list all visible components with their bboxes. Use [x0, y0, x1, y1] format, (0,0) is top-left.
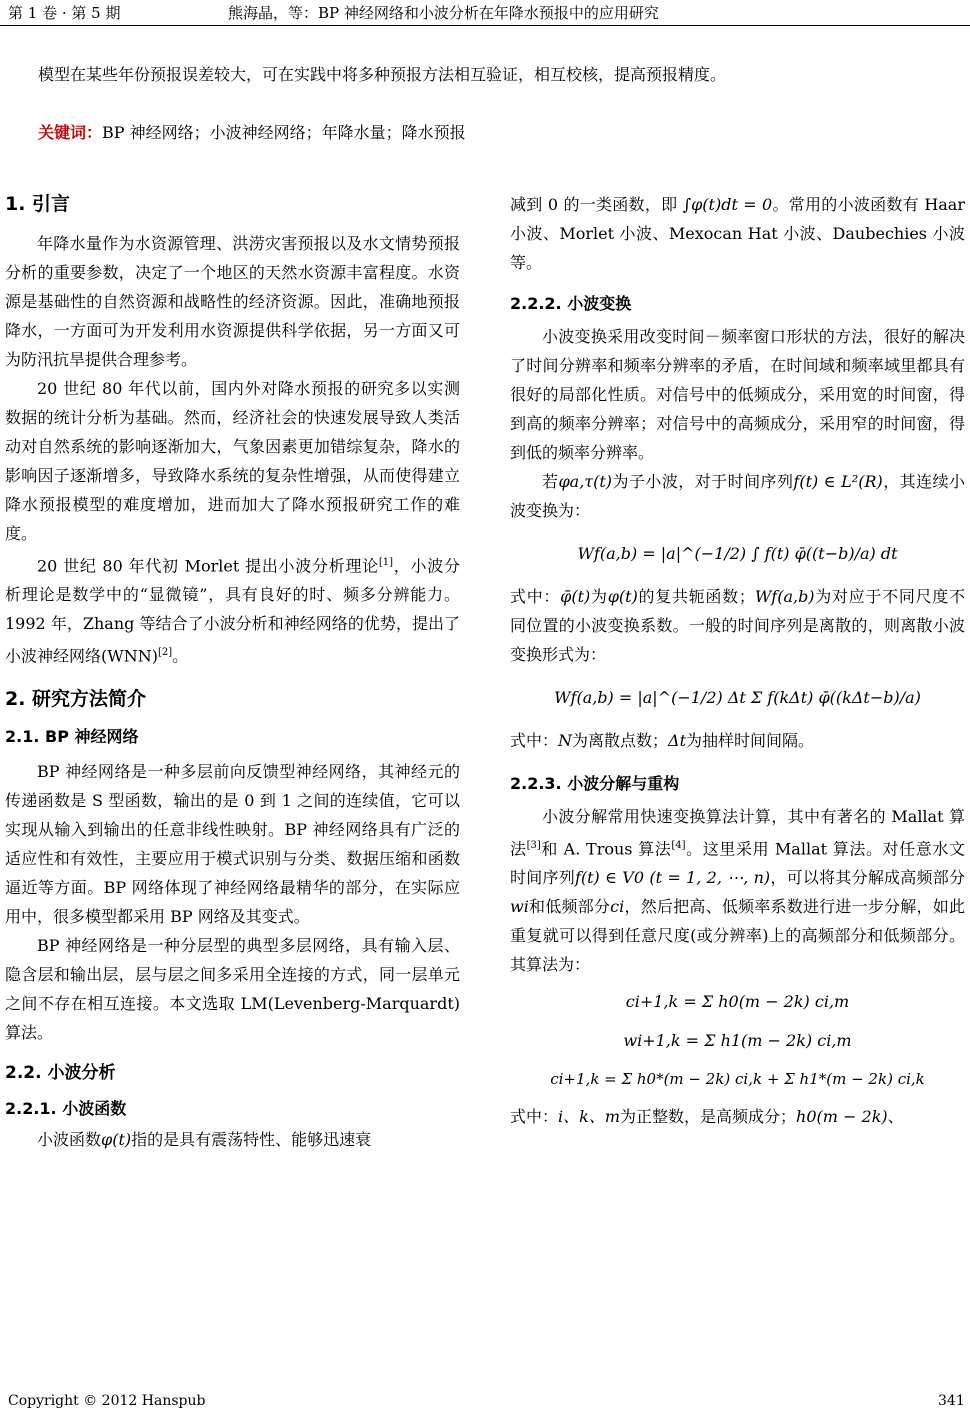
citation-4: [4] — [671, 840, 686, 851]
subsection-wavelet-function: 2.2.1. 小波函数 — [5, 1098, 127, 1118]
citation-2: [2] — [157, 647, 173, 659]
keywords-text: BP 神经网络；小波神经网络；年降水量；降水预报 — [102, 123, 466, 142]
discrete-transform-explanation: 式中：N为离散点数；Δt为抽样时间间隔。 — [510, 731, 815, 750]
zero-integral-eq: ∫φ(t)dt = 0 — [682, 195, 773, 214]
equation-reconstruction: ci+1,k = Σ h0*(m − 2k) ci,k + Σ h1*(m − 2k) ci,k — [550, 1070, 925, 1089]
intro-paragraph-1: 年降水量作为水资源管理、洪涝灾害预报以及水文情势预报分析的重要参数，决定了一个地区的天然水资源丰富程度。水资源是基础性的自然资源和战略性的经济资源。因此，准确地预报降水，一方面可为开发利用水资源提供科学依据，另一方面又可为防汛抗旱提供合理参考。 — [5, 234, 460, 369]
equation-high-frequency: wi+1,k = Σ h1(m − 2k) ci,m — [623, 1031, 852, 1051]
citation-1: [1] — [378, 557, 394, 568]
copyright: Copyright © 2012 Hanspub — [8, 1393, 206, 1409]
keywords-label: 关键词： — [38, 123, 103, 142]
intro-paragraph-2: 20 世纪 80 年代以前，国内外对降水预报的研究多以实测数据的统计分析为基础。然而，经济社会的快速发展导致人类活动对自然系统的影响逐渐加大，气象因素更加错综复杂，降水的影响因子逐渐增多，导致降水系统的复杂性增强，从而使得建立降水预报模型的难度增加，进而加大了降水预报研究工作的难度。 — [5, 379, 460, 543]
bp-paragraph-2: BP 神经网络是一种分层型的典型多层网络，具有输入层、隐含层和输出层，层与层之间多采用全连接的方式，同一层单元之间不存在相互连接。本文选取 LM(Levenberg-Marquardt)算法。 — [5, 935, 460, 1042]
equation-low-frequency: ci+1,k = Σ h0(m − 2k) ci,m — [625, 992, 850, 1012]
left-column — [5, 190, 460, 1154]
article-running-title: 熊海晶，等：BP 神经网络和小波分析在年降水预报中的应用研究 — [228, 4, 659, 22]
decomposition-paragraph: 小波分解常用快速变换算法计算，其中有著名的 Mallat 算法[3]和 A. Trous 算法[4]。这里采用 Mallat 算法。对任意水文时间序列f(t) ∈ V0 (t = 1, 2, ⋯, n)，可以将其分解成高频部分wi和低频部分ci，然后把高、低频率系数进行进一步分解，如此重复就可以得到任意尺度(或分辨率)上的高频部分和低频部分。其算法为： — [510, 807, 965, 975]
header-rule — [0, 25, 970, 26]
wavelet-function-paragraph: 小波函数φ(t)指的是具有震荡特性、能够迅速衰 — [37, 1129, 372, 1149]
equation-continuous-wavelet-transform: Wf(a,b) = |a|^(−1/2) ∫ f(t) φ̄((t−b)/a) dt — [577, 544, 898, 563]
subsection-wavelet: 2.2. 小波分析 — [5, 1062, 116, 1083]
subsection-wavelet-transform: 2.2.2. 小波变换 — [510, 294, 632, 313]
wavelet-function-continued: 减到 0 的一类函数，即 ∫φ(t)dt = 0。常用的小波函数有 Haar 小波、Morlet 小波、Mexocan Hat 小波、Daubechies 小波等。 — [510, 195, 965, 272]
phi-symbol: φ(t) — [101, 1129, 132, 1149]
subsection-bp: 2.1. BP 神经网络 — [5, 726, 139, 746]
section-introduction: 1. 引言 — [5, 193, 71, 215]
section-methods: 2. 研究方法简介 — [5, 687, 147, 710]
page-number: 341 — [938, 1393, 965, 1409]
intro-paragraph-3: 20 世纪 80 年代初 Morlet 提出小波分析理论[1]，小波分析理论是数学中的“显微镜”，具有良好的时、频多分辨能力。1992 年，Zhang 等结合了小波分析和神经网络的优势，提出了小波神经网络(WNN)[2]。 — [5, 556, 460, 666]
running-header — [0, 0, 970, 22]
wavelet-transform-paragraph: 小波变换采用改变时间－频率窗口形状的方法，很好的解决了时间分辨率和频率分辨率的矛盾，在时间域和频率域里都具有很好的局部化性质。对信号中的低频成分，采用宽的时间窗，得到高的频率分辨率；对信号中的高频成分，采用窄的时间窗，得到低的频率分辨率。 — [510, 327, 965, 462]
bp-paragraph-1: BP 神经网络是一种多层前向反馈型神经网络，其神经元的传递函数是 S 型函数，输出的是 0 到 1 之间的连续值，它可以实现从输入到输出的任意非线性映射。BP 神经网络具有广泛的适应性和有效性，主要应用于模式识别与分类、数据压缩和函数逼近等方面。BP 网络体现了神经网络最精华的部分，在实际应用中，很多模型都采用 BP 网络及其变式。 — [5, 761, 460, 926]
right-column — [510, 190, 965, 1131]
continuous-transform-intro: 若φa,τ(t)为子小波，对于时间序列f(t) ∈ L²(R)，其连续小波变换为： — [510, 472, 965, 520]
equation-discrete-wavelet-transform: Wf(a,b) = |a|^(−1/2) Δt Σ f(kΔt) φ̄((kΔt−b)/a) — [554, 688, 921, 707]
decomposition-explanation: 式中：i、k、m为正整数，是高频成分；h0(m − 2k)、 — [510, 1107, 904, 1127]
keywords — [38, 120, 466, 143]
citation-3: [3] — [526, 840, 541, 851]
abstract-tail: 模型在某些年份预报误差较大，可在实践中将多种预报方法相互验证，相互校核，提高预报精度。 — [38, 65, 727, 84]
continuous-transform-explanation: 式中：φ̄(t)为φ(t)的复共轭函数；Wf(a,b)为对应于不同尺度不同位置的小波变换系数。一般的时间序列是离散的，则离散小波变换形式为： — [510, 587, 965, 664]
journal-issue: 第 1 卷 · 第 5 期 — [8, 4, 121, 22]
subsection-decomposition: 2.2.3. 小波分解与重构 — [510, 774, 680, 793]
